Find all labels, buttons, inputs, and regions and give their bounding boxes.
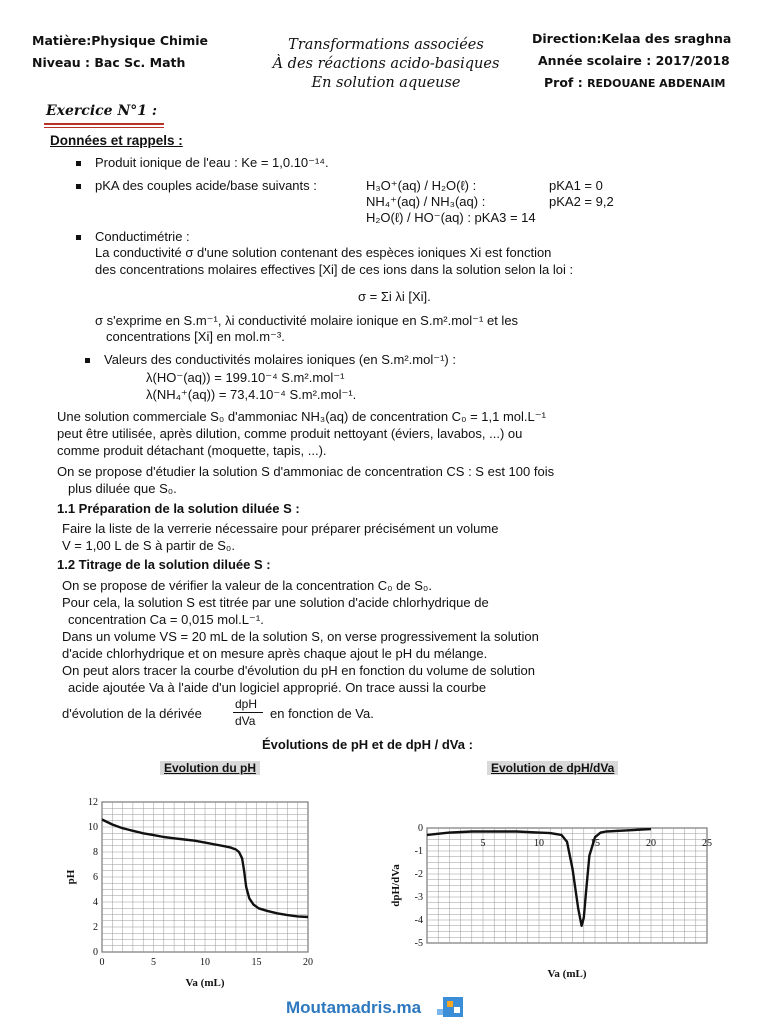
figure-caption: Évolutions de pH et de dpH / dVa : (262, 737, 473, 752)
x-tick-label: 20 (646, 838, 656, 849)
ionic-product: Produit ionique de l'eau : Ke = 1,0.10⁻¹⁴. (95, 155, 329, 170)
couple-1: H₃O⁺(aq) / H₂O(ℓ) : (366, 178, 477, 193)
x-tick-label: 10 (200, 957, 210, 968)
title-underline (44, 123, 164, 125)
lambda-intro: Valeurs des conductivités molaires ioniques (en S.m².mol⁻¹) : (104, 352, 456, 367)
site-logo: Moutamadris.ma (286, 998, 422, 1017)
chart-derivative-title: Evolution de dpH/dVa (487, 761, 618, 775)
y-tick-label: -3 (414, 892, 423, 903)
x-tick-label: 15 (590, 838, 600, 849)
bullet (76, 184, 81, 189)
subject-label: Matière:Physique Chimie (32, 33, 209, 48)
prof-name: REDOUANE ABDENAIM (587, 77, 726, 90)
y-axis-label: pH (65, 869, 77, 885)
question-1-2-title: 1.2 Titrage de la solution diluée S : (57, 557, 271, 572)
q12-line-6: On peut alors tracer la courbe d'évolution du pH en fonction du volume de solution (62, 663, 535, 678)
derivative-numerator: dpH (235, 697, 258, 711)
bullet (85, 358, 90, 363)
x-tick-label: 0 (99, 957, 105, 968)
bullet (76, 235, 81, 240)
couple-2: NH₄⁺(aq) / NH₃(aq) : (366, 194, 486, 209)
y-tick-label: 2 (93, 922, 98, 933)
q12-line-2: Pour cela, la solution S est titrée par une solution d'acide chlorhydrique de (62, 595, 489, 610)
conductimetry-heading: Conductimétrie : (95, 229, 190, 244)
direction-label: Direction:Kelaa des sraghna (532, 31, 732, 46)
conductivity-line-1: La conductivité σ d'une solution contenant des espèces ioniques Xi est fonction (95, 245, 552, 260)
logo-mark-icon (437, 995, 467, 1021)
q12-line-3: concentration Ca = 0,015 mol.L⁻¹. (68, 612, 264, 627)
y-tick-label: 10 (88, 822, 98, 833)
x-tick-label: 5 (151, 957, 156, 968)
y-tick-label: 6 (93, 872, 98, 883)
pka-2: pKA2 = 9,2 (549, 194, 614, 209)
level-label: Niveau : Bac Sc. Math (32, 55, 186, 70)
lambda-ammonium: λ(NH₄⁺(aq)) = 73,4.10⁻⁴ S.m².mol⁻¹. (146, 387, 357, 402)
derivative-denominator: dVa (235, 714, 256, 728)
y-tick-label: 8 (93, 847, 98, 858)
question-1-1-title: 1.1 Préparation de la solution diluée S : (57, 501, 300, 516)
chart-ph-title: Evolution du pH (160, 761, 260, 775)
school-year-label: Année scolaire : 2017/2018 (538, 53, 730, 68)
x-tick-label: 5 (480, 838, 486, 849)
q12-line-1: On se propose de vérifier la valeur de la concentration C₀ de S₀. (62, 578, 432, 593)
title-underline-2 (44, 127, 164, 128)
exercise-title: Exercice N°1 : (46, 103, 158, 119)
intro-line-5: plus diluée que S₀. (68, 481, 177, 496)
title-line-1: Transformations associées (288, 37, 484, 53)
prof-label: Prof : (544, 75, 583, 90)
q12-line-4: Dans un volume VS = 20 mL de la solution S, on verse progressivement la solution (62, 629, 539, 644)
q12-line-5: d'acide chlorhydrique et on mesure après chaque ajout le pH du mélange. (62, 646, 488, 661)
couple-3: H₂O(ℓ) / HO⁻(aq) : pKA3 = 14 (366, 210, 536, 225)
units-line-1: σ s'exprime en S.m⁻¹, λi conductivité molaire ionique en S.m².mol⁻¹ et les (95, 313, 519, 328)
units-line-2: concentrations [Xi] en mol.m⁻³. (106, 329, 285, 344)
y-tick-label: 4 (93, 897, 98, 908)
conductivity-line-2: des concentrations molaires effectives [Xi] de ces ions dans la solution selon la loi : (95, 262, 574, 277)
pka-1: pKA1 = 0 (549, 178, 603, 193)
intro-line-4: On se propose d'étudier la solution S d'ammoniac de concentration CS : S est 100 fois (57, 464, 555, 479)
x-tick-label: 25 (702, 838, 712, 849)
bullet (76, 161, 81, 166)
y-axis-label: dpH/dVa (390, 864, 402, 907)
q12-line-8b: en fonction de Va. (270, 706, 374, 721)
x-tick-label: 20 (303, 957, 313, 968)
x-axis-label: Va (mL) (547, 968, 587, 980)
x-axis-label: Va (mL) (185, 977, 225, 989)
lesson-title (238, 36, 534, 93)
header-right (532, 28, 731, 95)
title-line-2: À des réactions acido-basiques (272, 56, 500, 72)
prof-line (544, 72, 731, 95)
chart-ph (62, 780, 352, 990)
intro-line-3: comme produit détachant (moquette, tapis, ...). (57, 443, 327, 458)
y-tick-label: 0 (93, 947, 98, 958)
y-tick-label: -1 (414, 846, 423, 857)
conductivity-formula: σ = Σi λi [Xi]. (358, 289, 431, 304)
fraction-bar (233, 712, 263, 713)
chart-derivative (385, 780, 715, 990)
header-left (32, 30, 208, 74)
data-heading: Données et rappels : (50, 133, 183, 148)
intro-line-1: Une solution commerciale S₀ d'ammoniac NH₃(aq) de concentration C₀ = 1,1 mol.L⁻¹ (57, 409, 546, 424)
y-tick-label: 12 (88, 797, 98, 808)
q12-line-8a: d'évolution de la dérivée (62, 706, 202, 721)
q12-line-7: acide ajoutée Va à l'aide d'un logiciel approprié. On trace aussi la courbe (68, 680, 487, 695)
q11-line-1: Faire la liste de la verrerie nécessaire pour préparer précisément un volume (62, 521, 499, 536)
x-tick-label: 10 (534, 838, 544, 849)
q11-line-2: V = 1,00 L de S à partir de S₀. (62, 538, 235, 553)
pka-intro: pKA des couples acide/base suivants : (95, 178, 317, 193)
y-tick-label: 0 (418, 823, 423, 834)
y-tick-label: -5 (414, 938, 423, 949)
x-tick-label: 15 (251, 957, 262, 968)
y-tick-label: -4 (414, 915, 423, 926)
intro-line-2: peut être utilisée, après dilution, comme produit nettoyant (éviers, lavabos, ...) ou (57, 426, 523, 441)
y-tick-label: -2 (414, 869, 423, 880)
lambda-hydroxide: λ(HO⁻(aq)) = 199.10⁻⁴ S.m².mol⁻¹ (146, 370, 345, 385)
title-line-3: En solution aqueuse (311, 75, 461, 91)
